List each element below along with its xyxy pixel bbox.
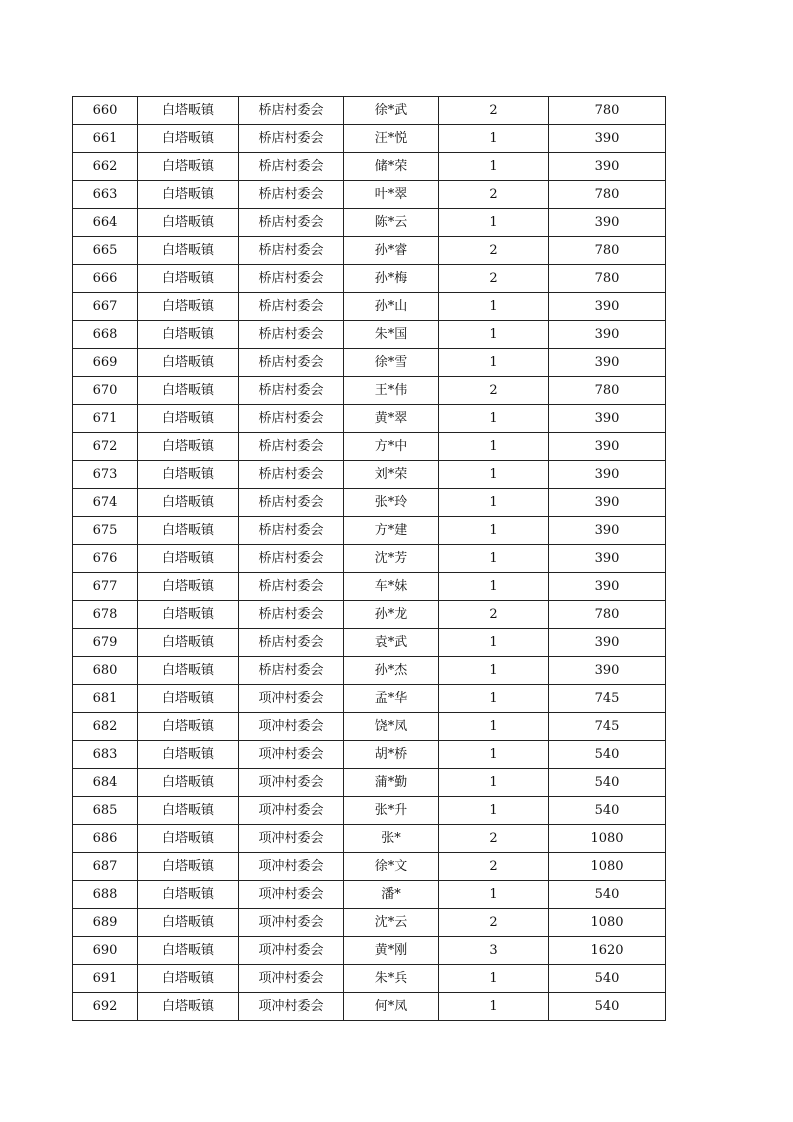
village-cell: 桥店村委会 bbox=[239, 517, 344, 545]
row-number-cell: 669 bbox=[73, 349, 138, 377]
table-row bbox=[73, 293, 666, 321]
amount-cell: 540 bbox=[549, 769, 666, 797]
household-count-cell: 2 bbox=[439, 265, 549, 293]
table-row bbox=[73, 125, 666, 153]
household-count-cell: 1 bbox=[439, 713, 549, 741]
row-number-cell: 675 bbox=[73, 517, 138, 545]
table-row bbox=[73, 657, 666, 685]
amount-cell: 780 bbox=[549, 237, 666, 265]
amount-cell: 780 bbox=[549, 181, 666, 209]
row-number-cell: 663 bbox=[73, 181, 138, 209]
amount-cell: 745 bbox=[549, 685, 666, 713]
village-cell: 项冲村委会 bbox=[239, 769, 344, 797]
household-count-cell: 2 bbox=[439, 853, 549, 881]
table-row bbox=[73, 265, 666, 293]
row-number-cell: 670 bbox=[73, 377, 138, 405]
town-cell: 白塔畈镇 bbox=[138, 265, 239, 293]
table-row bbox=[73, 237, 666, 265]
row-number-cell: 685 bbox=[73, 797, 138, 825]
village-cell: 桥店村委会 bbox=[239, 629, 344, 657]
row-number-cell: 688 bbox=[73, 881, 138, 909]
name-cell: 孙*梅 bbox=[344, 265, 439, 293]
table-row bbox=[73, 433, 666, 461]
row-number-cell: 680 bbox=[73, 657, 138, 685]
town-cell: 白塔畈镇 bbox=[138, 601, 239, 629]
town-cell: 白塔畈镇 bbox=[138, 405, 239, 433]
amount-cell: 1620 bbox=[549, 937, 666, 965]
name-cell: 朱*兵 bbox=[344, 965, 439, 993]
amount-cell: 390 bbox=[549, 517, 666, 545]
amount-cell: 390 bbox=[549, 209, 666, 237]
amount-cell: 1080 bbox=[549, 853, 666, 881]
name-cell: 王*伟 bbox=[344, 377, 439, 405]
row-number-cell: 684 bbox=[73, 769, 138, 797]
household-count-cell: 1 bbox=[439, 657, 549, 685]
amount-cell: 390 bbox=[549, 349, 666, 377]
name-cell: 徐*武 bbox=[344, 97, 439, 125]
table-row bbox=[73, 601, 666, 629]
name-cell: 张* bbox=[344, 825, 439, 853]
amount-cell: 390 bbox=[549, 125, 666, 153]
table-row bbox=[73, 573, 666, 601]
village-cell: 项冲村委会 bbox=[239, 797, 344, 825]
town-cell: 白塔畈镇 bbox=[138, 993, 239, 1021]
table-row bbox=[73, 349, 666, 377]
village-cell: 桥店村委会 bbox=[239, 433, 344, 461]
name-cell: 袁*武 bbox=[344, 629, 439, 657]
household-count-cell: 1 bbox=[439, 769, 549, 797]
village-cell: 项冲村委会 bbox=[239, 909, 344, 937]
name-cell: 孙*山 bbox=[344, 293, 439, 321]
village-cell: 项冲村委会 bbox=[239, 965, 344, 993]
household-count-cell: 1 bbox=[439, 573, 549, 601]
village-cell: 项冲村委会 bbox=[239, 825, 344, 853]
village-cell: 项冲村委会 bbox=[239, 937, 344, 965]
town-cell: 白塔畈镇 bbox=[138, 741, 239, 769]
village-cell: 桥店村委会 bbox=[239, 153, 344, 181]
household-count-cell: 1 bbox=[439, 965, 549, 993]
village-cell: 桥店村委会 bbox=[239, 321, 344, 349]
row-number-cell: 674 bbox=[73, 489, 138, 517]
amount-cell: 390 bbox=[549, 153, 666, 181]
town-cell: 白塔畈镇 bbox=[138, 321, 239, 349]
table-row bbox=[73, 517, 666, 545]
table-row bbox=[73, 909, 666, 937]
household-count-cell: 1 bbox=[439, 349, 549, 377]
amount-cell: 540 bbox=[549, 741, 666, 769]
table-row bbox=[73, 937, 666, 965]
name-cell: 储*荣 bbox=[344, 153, 439, 181]
town-cell: 白塔畈镇 bbox=[138, 797, 239, 825]
table-row bbox=[73, 769, 666, 797]
village-cell: 桥店村委会 bbox=[239, 573, 344, 601]
name-cell: 蒲*勤 bbox=[344, 769, 439, 797]
table-row bbox=[73, 377, 666, 405]
town-cell: 白塔畈镇 bbox=[138, 685, 239, 713]
town-cell: 白塔畈镇 bbox=[138, 97, 239, 125]
row-number-cell: 686 bbox=[73, 825, 138, 853]
table-row bbox=[73, 153, 666, 181]
town-cell: 白塔畈镇 bbox=[138, 657, 239, 685]
town-cell: 白塔畈镇 bbox=[138, 237, 239, 265]
row-number-cell: 692 bbox=[73, 993, 138, 1021]
town-cell: 白塔畈镇 bbox=[138, 881, 239, 909]
town-cell: 白塔畈镇 bbox=[138, 629, 239, 657]
table-row bbox=[73, 405, 666, 433]
village-cell: 项冲村委会 bbox=[239, 713, 344, 741]
name-cell: 孙*睿 bbox=[344, 237, 439, 265]
town-cell: 白塔畈镇 bbox=[138, 433, 239, 461]
village-cell: 项冲村委会 bbox=[239, 853, 344, 881]
row-number-cell: 673 bbox=[73, 461, 138, 489]
name-cell: 朱*国 bbox=[344, 321, 439, 349]
amount-cell: 780 bbox=[549, 265, 666, 293]
town-cell: 白塔畈镇 bbox=[138, 489, 239, 517]
name-cell: 饶*凤 bbox=[344, 713, 439, 741]
household-count-cell: 1 bbox=[439, 881, 549, 909]
village-cell: 桥店村委会 bbox=[239, 349, 344, 377]
village-cell: 桥店村委会 bbox=[239, 209, 344, 237]
town-cell: 白塔畈镇 bbox=[138, 937, 239, 965]
name-cell: 黄*翠 bbox=[344, 405, 439, 433]
amount-cell: 390 bbox=[549, 461, 666, 489]
table-row bbox=[73, 181, 666, 209]
town-cell: 白塔畈镇 bbox=[138, 713, 239, 741]
village-cell: 桥店村委会 bbox=[239, 489, 344, 517]
amount-cell: 390 bbox=[549, 573, 666, 601]
village-cell: 项冲村委会 bbox=[239, 685, 344, 713]
name-cell: 徐*文 bbox=[344, 853, 439, 881]
town-cell: 白塔畈镇 bbox=[138, 153, 239, 181]
village-cell: 桥店村委会 bbox=[239, 377, 344, 405]
amount-cell: 540 bbox=[549, 797, 666, 825]
town-cell: 白塔畈镇 bbox=[138, 769, 239, 797]
village-cell: 桥店村委会 bbox=[239, 293, 344, 321]
household-count-cell: 1 bbox=[439, 629, 549, 657]
town-cell: 白塔畈镇 bbox=[138, 909, 239, 937]
household-count-cell: 1 bbox=[439, 461, 549, 489]
household-count-cell: 1 bbox=[439, 293, 549, 321]
name-cell: 方*建 bbox=[344, 517, 439, 545]
table-row bbox=[73, 545, 666, 573]
row-number-cell: 676 bbox=[73, 545, 138, 573]
household-count-cell: 2 bbox=[439, 181, 549, 209]
household-count-cell: 1 bbox=[439, 993, 549, 1021]
name-cell: 方*中 bbox=[344, 433, 439, 461]
amount-cell: 780 bbox=[549, 97, 666, 125]
amount-cell: 745 bbox=[549, 713, 666, 741]
amount-cell: 390 bbox=[549, 405, 666, 433]
household-count-cell: 2 bbox=[439, 377, 549, 405]
row-number-cell: 690 bbox=[73, 937, 138, 965]
table-row bbox=[73, 629, 666, 657]
village-cell: 桥店村委会 bbox=[239, 97, 344, 125]
amount-cell: 390 bbox=[549, 489, 666, 517]
town-cell: 白塔畈镇 bbox=[138, 293, 239, 321]
household-count-cell: 1 bbox=[439, 797, 549, 825]
village-cell: 桥店村委会 bbox=[239, 461, 344, 489]
row-number-cell: 689 bbox=[73, 909, 138, 937]
household-count-cell: 1 bbox=[439, 489, 549, 517]
household-count-cell: 2 bbox=[439, 909, 549, 937]
row-number-cell: 678 bbox=[73, 601, 138, 629]
row-number-cell: 668 bbox=[73, 321, 138, 349]
name-cell: 徐*雪 bbox=[344, 349, 439, 377]
village-cell: 桥店村委会 bbox=[239, 181, 344, 209]
table-row bbox=[73, 713, 666, 741]
town-cell: 白塔畈镇 bbox=[138, 517, 239, 545]
amount-cell: 780 bbox=[549, 377, 666, 405]
town-cell: 白塔畈镇 bbox=[138, 965, 239, 993]
table-row bbox=[73, 993, 666, 1021]
row-number-cell: 672 bbox=[73, 433, 138, 461]
name-cell: 沈*芳 bbox=[344, 545, 439, 573]
village-cell: 桥店村委会 bbox=[239, 545, 344, 573]
amount-cell: 540 bbox=[549, 993, 666, 1021]
village-cell: 项冲村委会 bbox=[239, 993, 344, 1021]
row-number-cell: 662 bbox=[73, 153, 138, 181]
household-count-cell: 2 bbox=[439, 237, 549, 265]
name-cell: 孙*龙 bbox=[344, 601, 439, 629]
town-cell: 白塔畈镇 bbox=[138, 573, 239, 601]
village-cell: 桥店村委会 bbox=[239, 125, 344, 153]
village-cell: 项冲村委会 bbox=[239, 741, 344, 769]
town-cell: 白塔畈镇 bbox=[138, 209, 239, 237]
name-cell: 沈*云 bbox=[344, 909, 439, 937]
town-cell: 白塔畈镇 bbox=[138, 349, 239, 377]
row-number-cell: 682 bbox=[73, 713, 138, 741]
roster-table-body bbox=[73, 97, 666, 1021]
row-number-cell: 671 bbox=[73, 405, 138, 433]
household-count-cell: 1 bbox=[439, 545, 549, 573]
village-cell: 桥店村委会 bbox=[239, 237, 344, 265]
table-row bbox=[73, 853, 666, 881]
row-number-cell: 667 bbox=[73, 293, 138, 321]
table-row bbox=[73, 321, 666, 349]
name-cell: 孙*杰 bbox=[344, 657, 439, 685]
row-number-cell: 687 bbox=[73, 853, 138, 881]
household-count-cell: 2 bbox=[439, 825, 549, 853]
name-cell: 潘* bbox=[344, 881, 439, 909]
amount-cell: 390 bbox=[549, 545, 666, 573]
name-cell: 何*凤 bbox=[344, 993, 439, 1021]
row-number-cell: 679 bbox=[73, 629, 138, 657]
row-number-cell: 677 bbox=[73, 573, 138, 601]
household-count-cell: 1 bbox=[439, 405, 549, 433]
household-count-cell: 1 bbox=[439, 741, 549, 769]
town-cell: 白塔畈镇 bbox=[138, 825, 239, 853]
amount-cell: 540 bbox=[549, 965, 666, 993]
table-row bbox=[73, 489, 666, 517]
row-number-cell: 660 bbox=[73, 97, 138, 125]
table-row bbox=[73, 881, 666, 909]
amount-cell: 390 bbox=[549, 629, 666, 657]
amount-cell: 1080 bbox=[549, 909, 666, 937]
amount-cell: 390 bbox=[549, 433, 666, 461]
household-count-cell: 1 bbox=[439, 321, 549, 349]
town-cell: 白塔畈镇 bbox=[138, 181, 239, 209]
roster-table bbox=[72, 96, 666, 1021]
household-count-cell: 1 bbox=[439, 209, 549, 237]
village-cell: 桥店村委会 bbox=[239, 265, 344, 293]
row-number-cell: 661 bbox=[73, 125, 138, 153]
name-cell: 黄*刚 bbox=[344, 937, 439, 965]
village-cell: 项冲村委会 bbox=[239, 881, 344, 909]
name-cell: 叶*翠 bbox=[344, 181, 439, 209]
household-count-cell: 1 bbox=[439, 153, 549, 181]
table-row bbox=[73, 741, 666, 769]
row-number-cell: 664 bbox=[73, 209, 138, 237]
name-cell: 张*升 bbox=[344, 797, 439, 825]
table-row bbox=[73, 685, 666, 713]
household-count-cell: 3 bbox=[439, 937, 549, 965]
table-row bbox=[73, 965, 666, 993]
name-cell: 车*妹 bbox=[344, 573, 439, 601]
name-cell: 刘*荣 bbox=[344, 461, 439, 489]
name-cell: 胡*桥 bbox=[344, 741, 439, 769]
name-cell: 张*玲 bbox=[344, 489, 439, 517]
name-cell: 汪*悦 bbox=[344, 125, 439, 153]
town-cell: 白塔畈镇 bbox=[138, 377, 239, 405]
village-cell: 桥店村委会 bbox=[239, 405, 344, 433]
household-count-cell: 1 bbox=[439, 685, 549, 713]
table-row bbox=[73, 825, 666, 853]
village-cell: 桥店村委会 bbox=[239, 657, 344, 685]
town-cell: 白塔畈镇 bbox=[138, 853, 239, 881]
amount-cell: 780 bbox=[549, 601, 666, 629]
town-cell: 白塔畈镇 bbox=[138, 461, 239, 489]
row-number-cell: 681 bbox=[73, 685, 138, 713]
town-cell: 白塔畈镇 bbox=[138, 125, 239, 153]
row-number-cell: 691 bbox=[73, 965, 138, 993]
amount-cell: 1080 bbox=[549, 825, 666, 853]
row-number-cell: 665 bbox=[73, 237, 138, 265]
household-count-cell: 1 bbox=[439, 125, 549, 153]
name-cell: 孟*华 bbox=[344, 685, 439, 713]
name-cell: 陈*云 bbox=[344, 209, 439, 237]
amount-cell: 390 bbox=[549, 293, 666, 321]
table-row bbox=[73, 97, 666, 125]
table-row bbox=[73, 209, 666, 237]
household-count-cell: 2 bbox=[439, 97, 549, 125]
row-number-cell: 683 bbox=[73, 741, 138, 769]
amount-cell: 390 bbox=[549, 657, 666, 685]
table-row bbox=[73, 797, 666, 825]
household-count-cell: 2 bbox=[439, 601, 549, 629]
amount-cell: 390 bbox=[549, 321, 666, 349]
town-cell: 白塔畈镇 bbox=[138, 545, 239, 573]
household-count-cell: 1 bbox=[439, 517, 549, 545]
village-cell: 桥店村委会 bbox=[239, 601, 344, 629]
amount-cell: 540 bbox=[549, 881, 666, 909]
row-number-cell: 666 bbox=[73, 265, 138, 293]
household-count-cell: 1 bbox=[439, 433, 549, 461]
table-row bbox=[73, 461, 666, 489]
